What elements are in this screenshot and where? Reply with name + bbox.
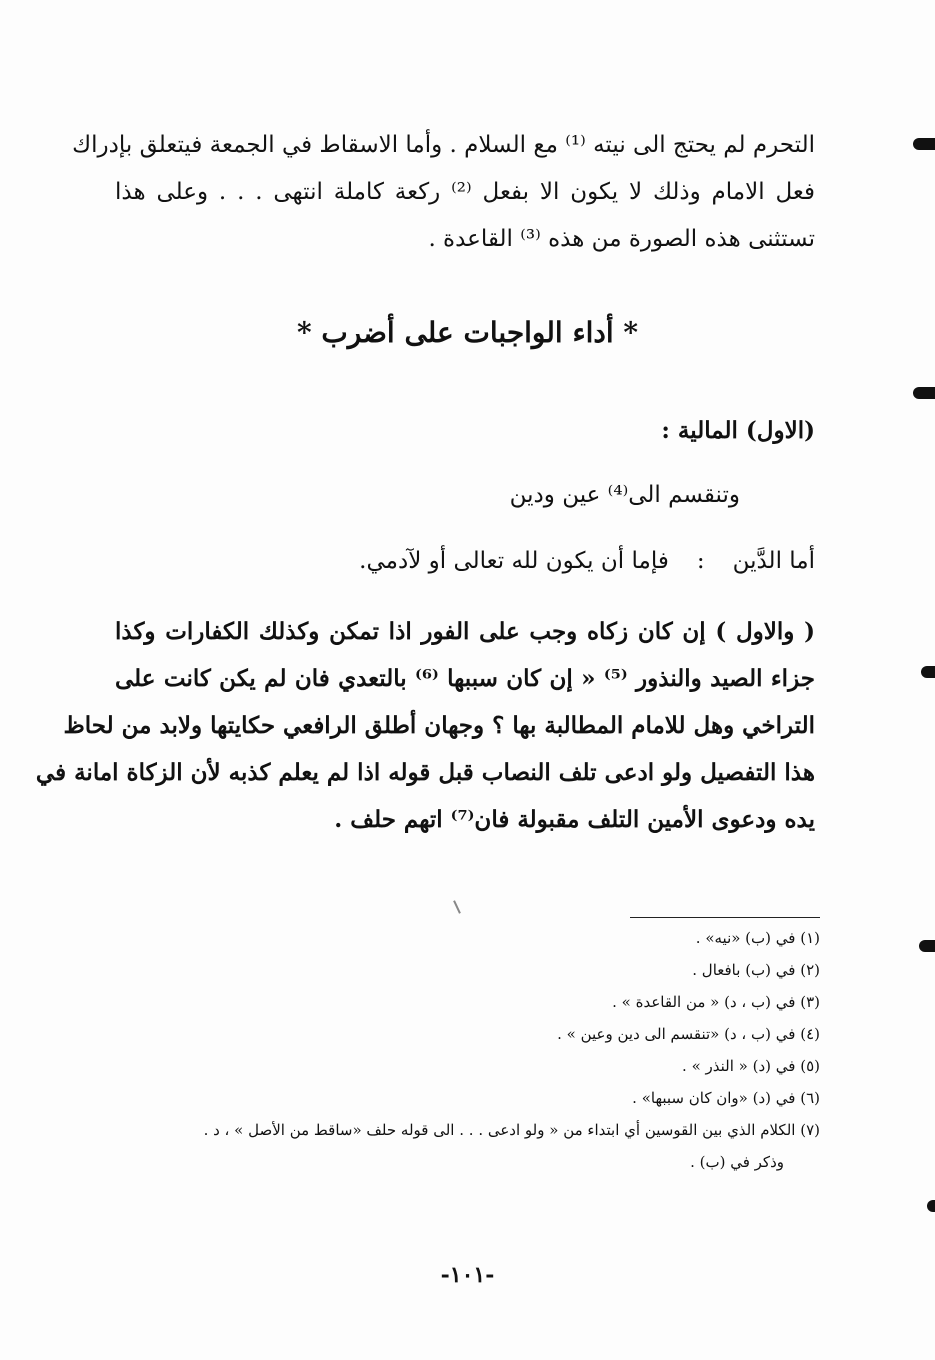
footnote-continuation: وذكر في (ب) . [690,1153,784,1171]
debt-label: أما الدَّين [732,548,815,574]
binding-mark [919,940,935,952]
intro-paragraph [72,122,815,263]
footnote: (١) في (ب) «نيه» . [695,929,820,947]
footnote: (٤) في (ب ، د) «تنقسم الى دين وعين » . [557,1025,820,1043]
binding-mark [913,138,935,150]
debt-line [359,548,815,574]
zakat-line: جزاء الصيد والنذور ⁽⁵⁾ « إن كان سببها ⁽⁶⁾ بالتعدي فان لم يكن كانت على [115,665,815,692]
footnote: (٦) في (د) «وان كان سببها» . [632,1089,820,1107]
intro-line: التحرم لم يحتج الى نيته ⁽¹⁾ مع السلام . وأما الاسقاط في الجمعة فيتعلق بإدراك [72,132,815,158]
footnote: (٥) في (د) « النذر » . [682,1057,820,1075]
intro-line: تستثنى هذه الصورة من هذه ⁽³⁾ القاعدة . [428,226,815,252]
footnote-divider [630,917,820,918]
binding-mark [921,666,935,678]
debt-text: فإما أن يكون لله تعالى أو لآدمي. [359,548,669,574]
zakat-line: التراخي وهل للامام المطالبة بها ؟ وجهان أطلق الرافعي حكايتها ولابد من لحاظ [63,712,815,739]
debt-colon: : [696,548,705,574]
section-heading: * أداء الواجبات على أضرب * [296,316,639,349]
scan-speck [453,900,461,914]
zakat-line: يده ودعوى الأمين التلف مقبولة فان⁽⁷⁾ اتهم حلف . [334,806,815,833]
zakat-line: ( والاول ) إن كان زكاه وجب على الفور اذا تمكن وكذلك الكفارات وكذا [115,618,815,645]
footnote: (٧) الكلام الذي بين القوسين أي ابتداء من « ولو ادعى . . . الى قوله حلف «ساقط من الأصل » ، د . [203,1121,820,1139]
subsection-title: (الاول) المالية : [661,417,815,444]
footnotes [120,922,820,1178]
page-number: -١٠١- [440,1262,495,1288]
binding-mark [927,1200,935,1212]
intro-line: فعل الامام وذلك لا يكون الا بفعل ⁽²⁾ ركعة كاملة انتهى . . . وعلى هذا [115,179,815,205]
zakat-paragraph [35,608,815,843]
binding-mark [913,387,935,399]
footnote: (٢) في (ب) بافعال . [692,961,820,979]
zakat-line: هذا التفصيل ولو ادعى تلف النصاب قبل قوله اذا لم يعلم كذبه لأن الزكاة امانة في [35,759,815,786]
division-line: وتنقسم الى⁽⁴⁾ عين ودين [509,482,740,508]
footnote: (٣) في (ب ، د) « من القاعدة » . [612,993,820,1011]
